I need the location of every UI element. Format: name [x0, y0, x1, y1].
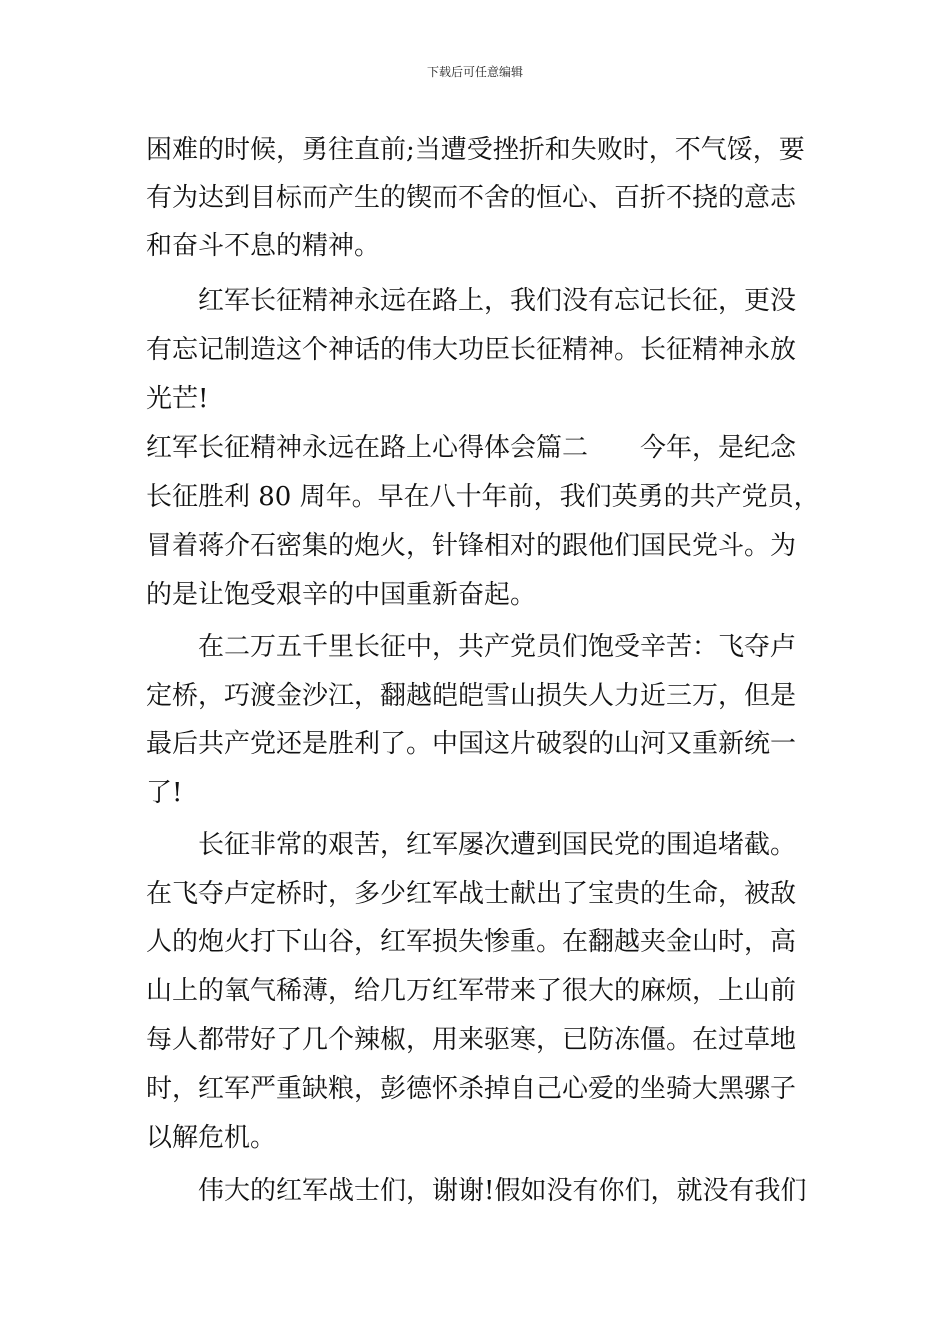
text-line: 冒着蒋介石密集的炮火，针锋相对的跟他们国民党斗。为	[146, 531, 797, 561]
text-line: 长征非常的艰苦，红军屡次遭到国民党的围追堵截。	[198, 830, 797, 860]
text-line: 人的炮火打下山谷，红军损失惨重。在翻越夹金山时，高	[146, 927, 797, 957]
text-line: 时，红军严重缺粮，彭德怀杀掉自己心爱的坐骑大黑骡子	[146, 1074, 797, 1104]
text-line: 光芒!	[146, 384, 209, 414]
text-line: 有为达到目标而产生的锲而不舍的恒心、百折不挠的意志	[146, 183, 797, 213]
text-line: 的是让饱受艰辛的中国重新奋起。	[146, 580, 537, 610]
text-line-heading	[146, 432, 816, 464]
text-line: 定桥，巧渡金沙江，翻越皑皑雪山损失人力近三万，但是	[146, 681, 797, 711]
text-line: 伟大的红军战士们，谢谢!假如没有你们，就没有我们	[198, 1176, 807, 1206]
text-line: 有忘记制造这个神话的伟大功臣长征精神。长征精神永放	[146, 335, 797, 365]
page-header: 下载后可任意编辑	[426, 65, 523, 79]
text-line: 在飞夺卢定桥时，多少红军战士献出了宝贵的生命，被敌	[146, 879, 797, 909]
text-segment: 今年，是纪念	[640, 433, 797, 463]
text-line: 困难的时候，勇往直前;当遭受挫折和失败时，不气馁，要	[146, 135, 805, 165]
text-line: 山上的氧气稀薄，给几万红军带来了很大的麻烦，上山前	[146, 976, 797, 1006]
text-line: 和奋斗不息的精神。	[146, 231, 381, 261]
text-line: 了!	[146, 778, 183, 808]
text-line: 以解危机。	[146, 1123, 277, 1153]
section-heading: 红军长征精神永远在路上心得体会篇二	[146, 433, 589, 463]
text-line: 长征胜利 80 周年。早在八十年前，我们英勇的共产党员，	[146, 482, 820, 512]
text-line: 每人都带好了几个辣椒，用来驱寒，已防冻僵。在过草地	[146, 1025, 797, 1055]
text-line: 在二万五千里长征中，共产党员们饱受辛苦：飞夺卢	[198, 632, 797, 662]
text-line: 红军长征精神永远在路上，我们没有忘记长征，更没	[198, 286, 797, 316]
text-line: 最后共产党还是胜利了。中国这片破裂的山河又重新统一	[146, 729, 797, 759]
